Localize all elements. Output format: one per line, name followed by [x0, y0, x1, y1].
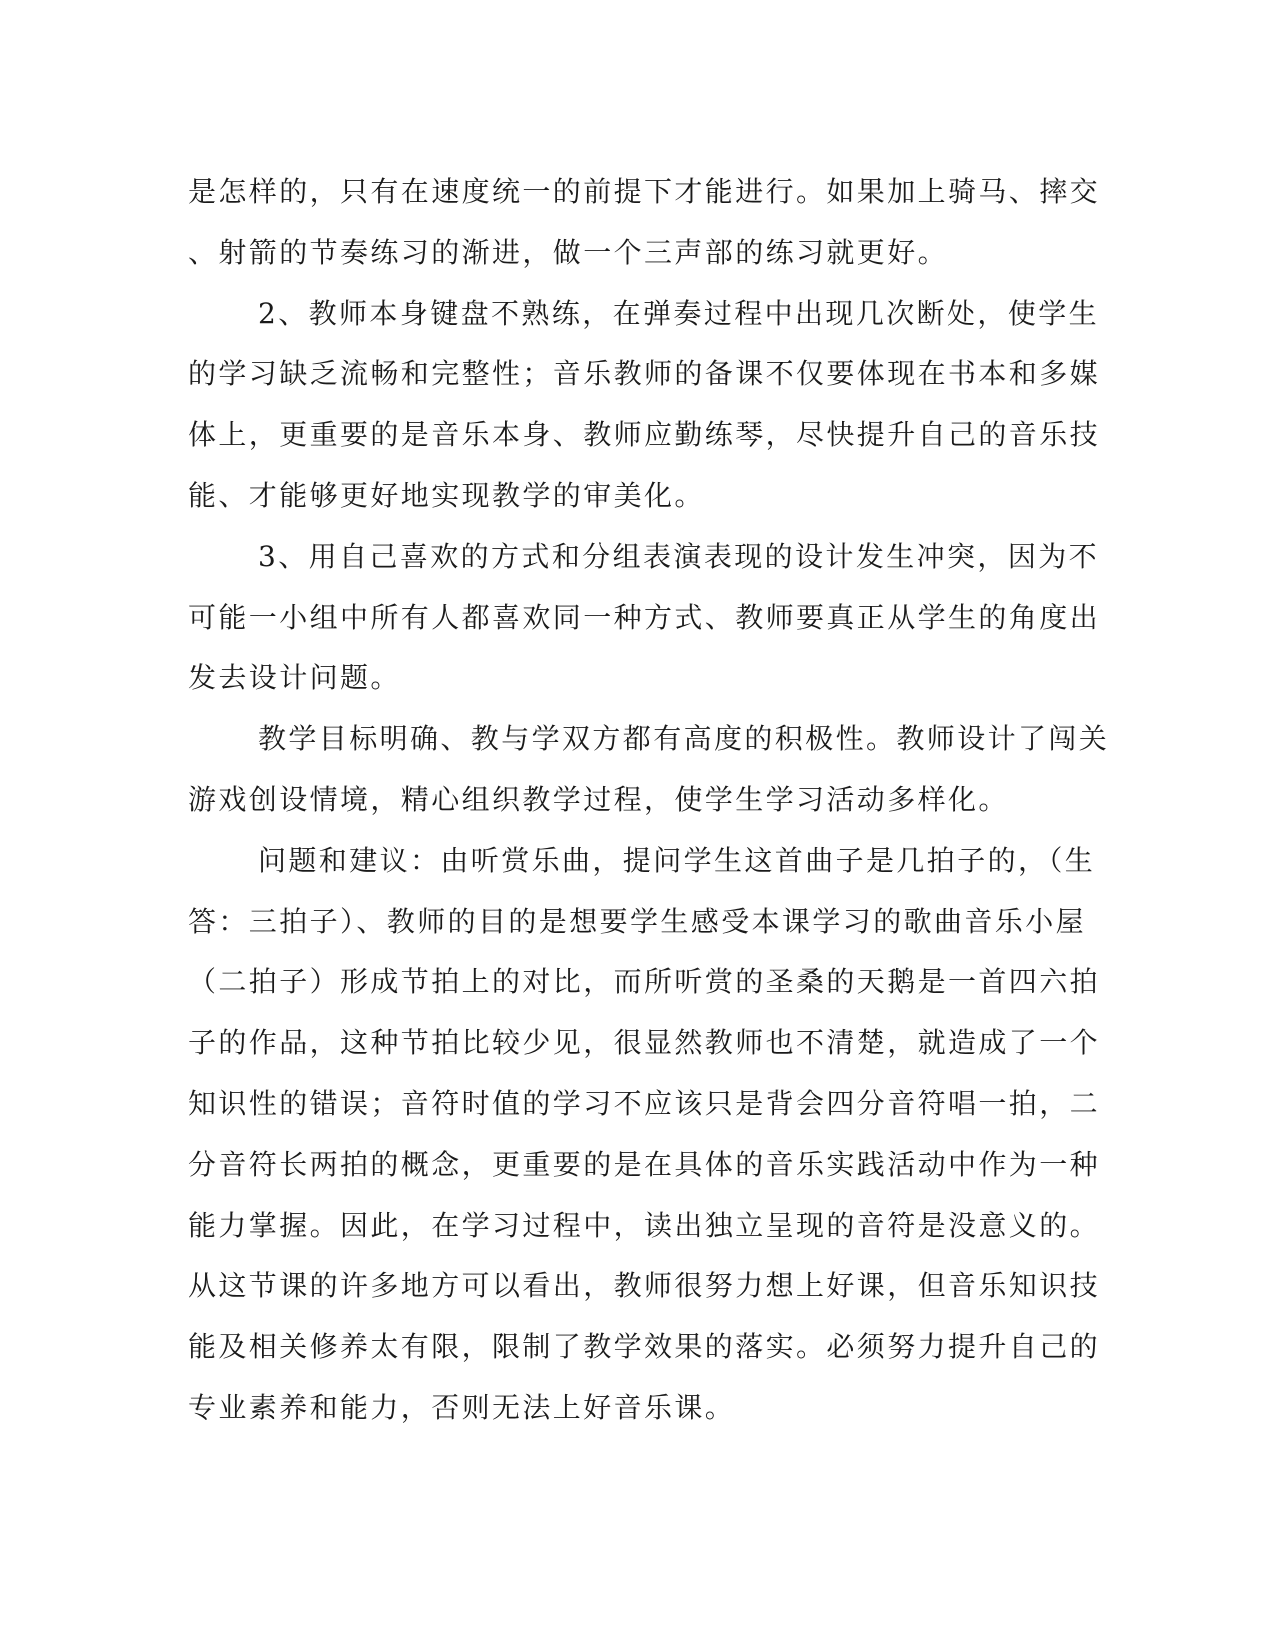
paragraph-2-start: 2、教师本身键盘不熟练，在弹奏过程中出现几次断处，使学生	[258, 296, 1100, 330]
text-line-19: 从这节课的许多地方可以看出，教师很努力想上好课，但音乐知识技	[188, 1269, 1101, 1303]
body-text	[188, 162, 1110, 1439]
text-line-2: 、射箭的节奏练习的渐进，做一个三声部的练习就更好。	[188, 235, 949, 269]
text-line-14: （二拍子）形成节拍上的对比，而所听赏的圣桑的天鹅是一首四六拍	[188, 965, 1101, 999]
text-line-13: 答：三拍子）、教师的目的是想要学生感受本课学习的歌曲音乐小屋	[188, 904, 1087, 938]
text-line-9: 发去设计问题。	[188, 661, 401, 695]
text-line-5: 体上，更重要的是音乐本身、教师应勤练琴，尽快提升自己的音乐技	[188, 418, 1101, 452]
text-line-16: 知识性的错误；音符时值的学习不应该只是背会四分音符唱一拍，二	[188, 1086, 1101, 1120]
text-line-8: 可能一小组中所有人都喜欢同一种方式、教师要真正从学生的角度出	[188, 600, 1101, 634]
paragraph-4-start: 教学目标明确、教与学双方都有高度的积极性。教师设计了闯关	[258, 722, 1110, 756]
text-line-4: 的学习缺乏流畅和完整性；音乐教师的备课不仅要体现在书本和多媒	[188, 357, 1101, 391]
text-line-11: 游戏创设情境，精心组织教学过程，使学生学习活动多样化。	[188, 782, 1009, 816]
text-line-20: 能及相关修养太有限，限制了教学效果的落实。必须努力提升自己的	[188, 1330, 1101, 1364]
paragraph-3-start: 3、用自己喜欢的方式和分组表演表现的设计发生冲突，因为不	[258, 539, 1100, 573]
text-line-21: 专业素养和能力，否则无法上好音乐课。	[188, 1390, 736, 1424]
text-line-18: 能力掌握。因此，在学习过程中，读出独立呈现的音符是没意义的。	[188, 1208, 1101, 1242]
text-line-17: 分音符长两拍的概念，更重要的是在具体的音乐实践活动中作为一种	[188, 1147, 1101, 1181]
text-line-6: 能、才能够更好地实现教学的审美化。	[188, 478, 705, 512]
text-line-15: 子的作品，这种节拍比较少见，很显然教师也不清楚，就造成了一个	[188, 1026, 1101, 1060]
text-line-1: 是怎样的，只有在速度统一的前提下才能进行。如果加上骑马、摔交	[188, 175, 1101, 208]
paragraph-5-start: 问题和建议：由听赏乐曲，提问学生这首曲子是几拍子的，（生	[258, 843, 1096, 877]
